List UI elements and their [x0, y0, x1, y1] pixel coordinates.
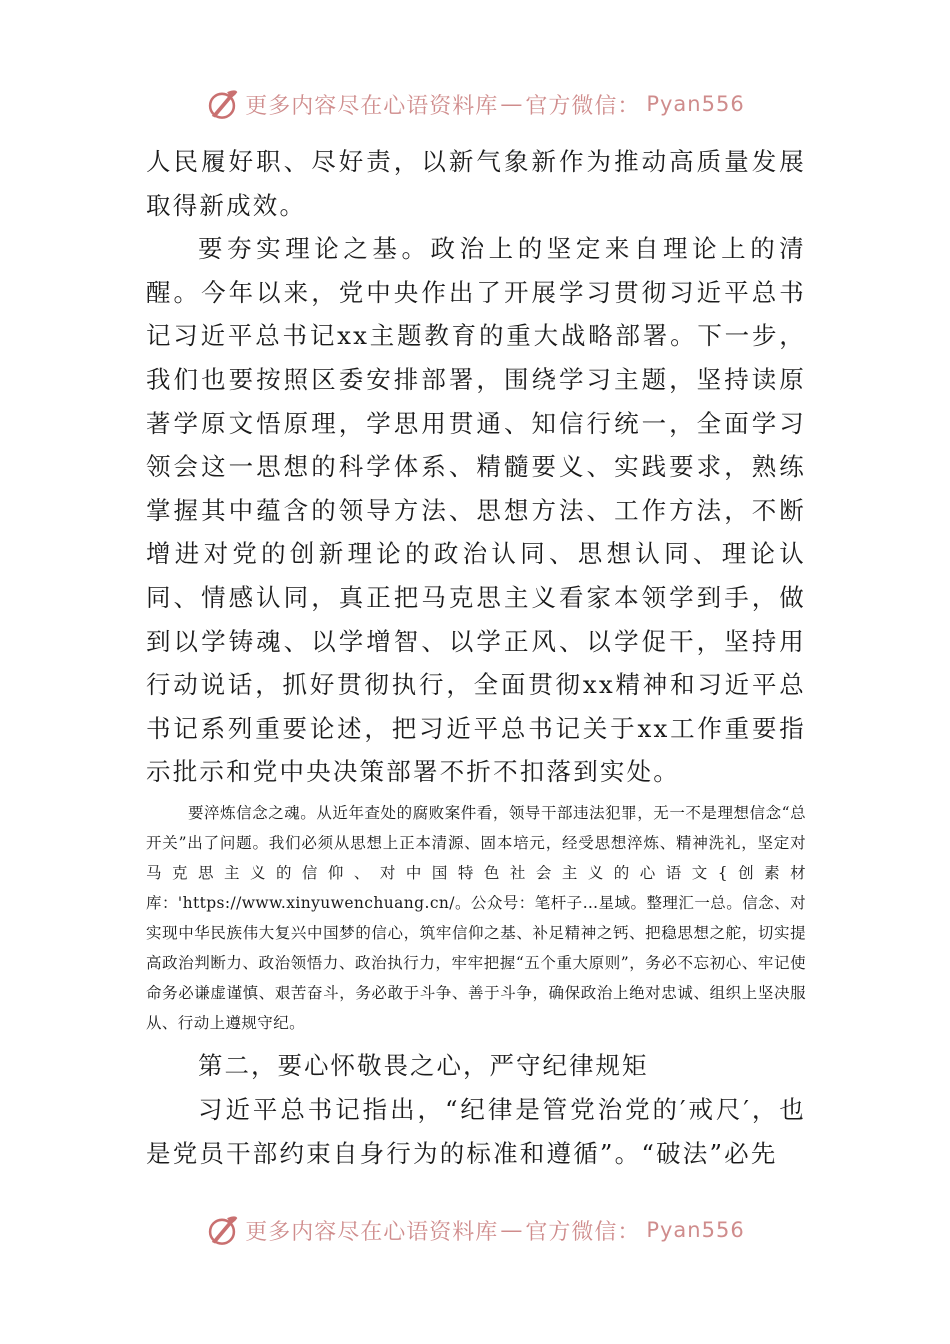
footer-contact-id: Pyan556	[646, 1218, 745, 1242]
banner-separator: —	[500, 91, 524, 117]
paragraph-4: 习近平总书记指出，“纪律是管党治党的′戒尺′，也是党员干部约束自身行为的标准和遵循”。“破法”必先	[146, 1094, 806, 1168]
footer-banner	[0, 1210, 950, 1250]
quill-logo-icon	[205, 1213, 239, 1247]
header-banner	[0, 84, 950, 124]
document-body	[146, 140, 806, 1175]
footer-separator: —	[500, 1217, 524, 1243]
paragraph-1: 人民履好职、尽好责，以新气象新作为推动高质量发展取得新成效。	[146, 147, 806, 220]
banner-contact-id: Pyan556	[646, 92, 745, 116]
paragraph-2: 要夯实理论之基。政治上的坚定来自理论上的清醒。今年以来，党中央作出了开展学习贯彻习近平总书记习近平总书记xx主题教育的重大战略部署。下一步，我们也要按照区委安排部署，围绕学习主题，坚持读原著学原文悟原理，学思用贯通、知信行统一，全面学习领会这一思想的科学体系、精髓要义、实践要求，熟练掌握其中蕴含的领导方法、思想方法、工作方法，不断增进对党的创新理论的政治认同、思想认同、理论认同、情感认同，真正把马克思主义看家本领学到手，做到以学铸魂、以学增智、以学正风、以学促干，坚持用行动说话，抓好贯彻执行，全面贯彻xx精神和习近平总书记系列重要论述，把习近平总书记关于xx工作重要指示批示和党中央决策部署不折不扣落到实处。	[146, 234, 806, 787]
section-heading: 第二，要心怀敬畏之心，严守纪律规矩	[198, 1050, 649, 1080]
footer-contact-label: 官方微信：	[525, 1219, 641, 1245]
footer-title: 更多内容尽在心语资料库	[245, 1219, 499, 1245]
quill-logo-icon	[205, 87, 239, 121]
banner-contact-label: 官方微信：	[525, 93, 641, 119]
banner-title: 更多内容尽在心语资料库	[245, 93, 499, 119]
paragraph-3: 要淬炼信念之魂。从近年查处的腐败案件看，领导干部违法犯罪，无一不是理想信念“总开关”出了问题。我们必须从思想上正本清源、固本培元，经受思想淬炼、精神洗礼，坚定对马克思主义的信仰、对中国特色社会主义的心语文{创素材库：'https://www.xinyuwenchuang.cn/。公众号：笔杆子…星域。整理汇一总。信念、对实现中华民族伟大复兴中国梦的信心，筑牢信仰之基、补足精神之钙、把稳思想之舵，切实提高政治判断力、政治领悟力、政治执行力，牢牢把握“五个重大原则”，务必不忘初心、牢记使命务必谦虚谨慎、艰苦奋斗，务必敢于斗争、善于斗争，确保政治上绝对忠诚、组织上坚决服从、行动上遵规守纪。	[146, 803, 806, 1032]
